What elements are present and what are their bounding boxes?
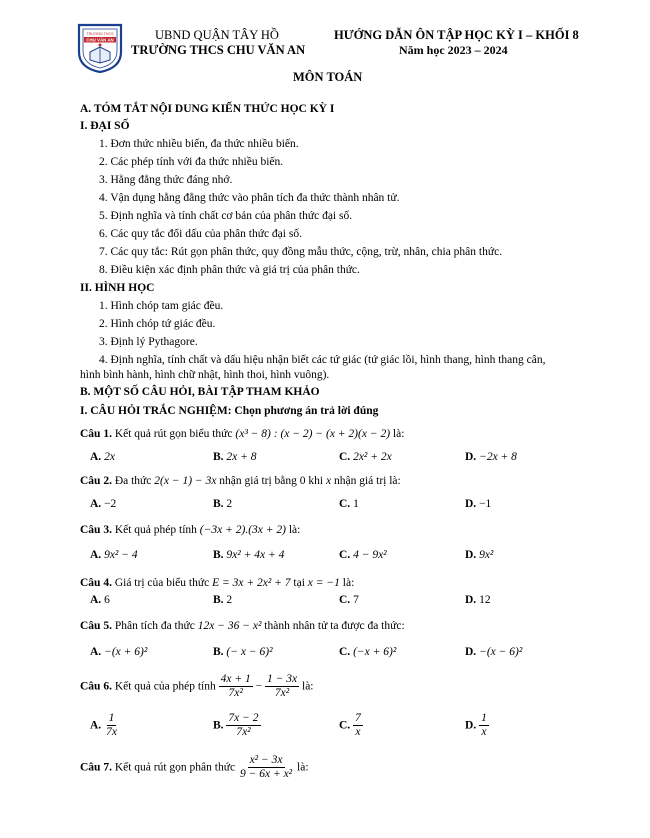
q1-option-d[interactable]: D. −2x + 8 [465,451,517,463]
geometry-item-line1: 4. Định nghĩa, tính chất và dấu hiệu nhận biết các tứ giác (tứ giác lồi, hình thang, hình thang cân, [99,354,546,366]
algebra-item: 2. Các phép tính với đa thức nhiều biến. [99,156,284,168]
school-logo [76,22,124,74]
subject-title: MÔN TOÁN [293,70,363,84]
question-6: Câu 6. Kết quả của phép tính $\frac{4x + 1}{\text{7x²}}$ − $\frac{1 - 3x}{\text{7x²}}$ là: [80,673,314,700]
q3-option-c[interactable]: C. 4 − 9x² [339,549,387,561]
q5-option-d[interactable]: D. −(x − 6)² [465,646,523,658]
school-name: TRƯỜNG THCS CHU VĂN AN [131,43,306,57]
q6-fraction-2: $\frac{1 - 3x}{\text{7x²}}$ [267,673,298,700]
section-a-title: A. TÓM TẮT NỘI DUNG KIẾN THỨC HỌC KỲ I [80,103,335,115]
multiple-choice-title: I. CÂU HỎI TRẮC NGHIỆM: Chọn phương án trả lời đúng [80,405,379,417]
geometry-item: 3. Định lý Pythagore. [99,336,198,348]
q6-option-c[interactable]: C. $\frac{7}{x}$ [339,712,361,739]
geometry-item: 2. Hình chóp tứ giác đều. [99,318,216,330]
q7-fraction: $\frac{\text{x² − 3x}}{\text{9 − 6x + x²}}$ [239,754,293,781]
school-year: Năm học 2023 – 2024 [399,43,508,57]
question-1: Câu 1. Kết quả rút gọn biểu thức (x³ − 8) : (x − 2) − (x + 2)(x − 2) là: [80,428,405,440]
algebra-item: 5. Định nghĩa và tính chất cơ bản của phân thức đại số. [99,210,353,222]
q6-option-a[interactable]: A. $\frac{1}{7x}$ [90,712,117,739]
q5-option-c[interactable]: C. (−x + 6)² [339,646,397,658]
question-2: Câu 2. Đa thức 2(x − 1) − 3x nhận giá trị bằng 0 khi x nhận giá trị là: [80,475,401,487]
q5-option-a[interactable]: A. −(x + 6)² [90,646,148,658]
q3-option-b[interactable]: B. 9x² + 4x + 4 [213,549,285,561]
algebra-item: 8. Điều kiện xác định phân thức và giá trị của phân thức. [99,264,360,276]
q1-option-b[interactable]: B. 2x + 8 [213,451,257,463]
algebra-item: 4. Vận dụng hằng đẳng thức vào phân tích đa thức thành nhân tử. [99,192,400,204]
q3-option-a[interactable]: A. 9x² − 4 [90,549,138,561]
algebra-item: 6. Các quy tắc đổi dấu của phân thức đại số. [99,228,302,240]
q1-option-c[interactable]: C. 2x² + 2x [339,451,392,463]
q6-option-b[interactable]: B. $\frac{7x - 2}{\text{7x²}}$ [213,712,259,739]
q4-option-c[interactable]: C. 7 [339,594,359,606]
school-crest-icon [76,22,124,74]
question-5: Câu 5. Phân tích đa thức 12x − 36 − x² thành nhân tử ta được đa thức: [80,620,405,632]
q2-option-d[interactable]: D. −1 [465,498,492,510]
q2-option-c[interactable]: C. 1 [339,498,359,510]
question-4: Câu 4. Giá trị của biểu thức E = 3x + 2x² + 7 tại x = −1 là: [80,577,355,589]
q3-option-d[interactable]: D. 9x² [465,549,494,561]
svg-text:CHU VĂN AN: CHU VĂN AN [86,37,114,43]
document-title: HƯỚNG DẪN ÔN TẬP HỌC KỲ I – KHỐI 8 [334,28,579,42]
q4-option-b[interactable]: B. 2 [213,594,233,606]
algebra-title: I. ĐẠI SỐ [80,120,130,132]
q1-option-a[interactable]: A. 2x [90,451,115,463]
q5-option-b[interactable]: B. (− x − 6)² [213,646,273,658]
svg-text:TRƯỜNG THCS: TRƯỜNG THCS [86,32,114,36]
q2-option-b[interactable]: B. 2 [213,498,233,510]
algebra-item: 1. Đơn thức nhiều biến, đa thức nhiều biến. [99,138,299,150]
algebra-item: 7. Các quy tắc: Rút gọn phân thức, quy đồng mẫu thức, cộng, trừ, nhân, chia phân thức. [99,246,503,258]
q4-option-a[interactable]: A. 6 [90,594,110,606]
q6-option-d[interactable]: D. $\frac{1}{x}$ [465,712,487,739]
geometry-title: II. HÌNH HỌC [80,282,155,294]
q2-option-a[interactable]: A. −2 [90,498,117,510]
geometry-item-line2: hình bình hành, hình chữ nhật, hình thoi, hình vuông). [80,369,330,381]
geometry-item: 1. Hình chóp tam giác đều. [99,300,224,312]
q4-option-d[interactable]: D. 12 [465,594,491,606]
district-name: UBND QUẬN TÂY HỒ [155,28,279,42]
question-7: Câu 7. Kết quả rút gọn phân thức $\frac{\text{x² − 3x}}{\text{9 − 6x + x²}}$ là: [80,754,309,781]
question-3: Câu 3. Kết quả phép tính (−3x + 2).(3x + 2) là: [80,524,301,536]
q6-fraction-1: $\frac{4x + 1}{\text{7x²}}$ [220,673,251,700]
section-b-title: B. MỘT SỐ CÂU HỎI, BÀI TẬP THAM KHẢO [80,386,320,398]
algebra-item: 3. Hằng đẳng thức đáng nhớ. [99,174,233,186]
